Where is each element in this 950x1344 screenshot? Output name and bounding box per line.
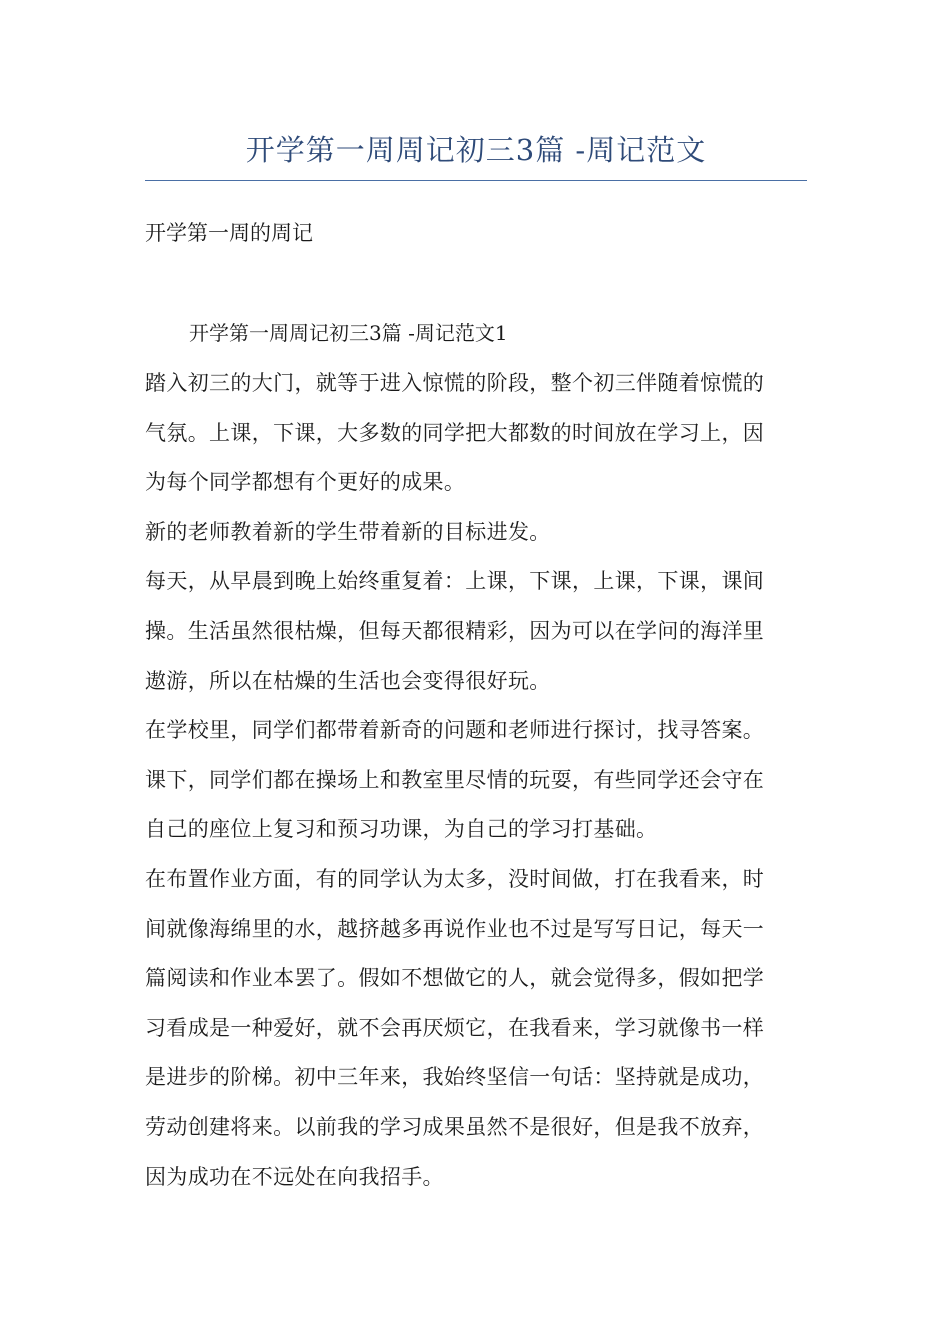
body-line: 篇阅读和作业本罢了。假如不想做它的人，就会觉得多，假如把学	[145, 966, 765, 991]
body-line: 习看成是一种爱好，就不会再厌烦它，在我看来，学习就像书一样	[145, 1015, 765, 1040]
body-line: 因为成功在不远处在向我招手。	[145, 1164, 444, 1189]
body-line: 间就像海绵里的水，越挤越多再说作业也不过是写写日记，每天一	[145, 916, 765, 941]
document-subtitle: 开学第一周的周记	[145, 221, 313, 245]
body-line: 踏入初三的大门，就等于进入惊慌的阶段，整个初三伴随着惊慌的	[145, 371, 765, 395]
body-line: 在布置作业方面，有的同学认为太多，没时间做，打在我看来，时	[145, 866, 765, 891]
body-line: 气氛。上课，下课，大多数的同学把大都数的时间放在学习上，因	[145, 420, 765, 445]
body-line: 自己的座位上复习和预习功课，为自己的学习打基础。	[145, 817, 658, 842]
section-heading: 开学第一周周记初三3篇 -周记范文1	[189, 321, 508, 345]
body-line: 是进步的阶梯。初中三年来，我始终坚信一句话：坚持就是成功，	[145, 1065, 765, 1090]
body-text	[145, 359, 807, 1202]
body-line: 遨游，所以在枯燥的生活也会变得很好玩。	[145, 668, 551, 693]
body-line: 操。生活虽然很枯燥，但每天都很精彩，因为可以在学问的海洋里	[145, 618, 765, 643]
title-underline	[145, 180, 807, 181]
document-title: 开学第一周周记初三3篇 -周记范文	[245, 133, 707, 167]
body-line: 在学校里，同学们都带着新奇的问题和老师进行探讨，找寻答案。	[145, 718, 765, 743]
body-line: 劳动创建将来。以前我的学习成果虽然不是很好，但是我不放弃，	[145, 1114, 765, 1139]
body-line: 课下，同学们都在操场上和教室里尽情的玩耍，有些同学还会守在	[145, 767, 765, 792]
body-line: 新的老师教着新的学生带着新的目标进发。	[145, 519, 551, 544]
body-line: 每天，从早晨到晚上始终重复着：上课，下课，上课，下课，课间	[145, 569, 765, 594]
body-line: 为每个同学都想有个更好的成果。	[145, 470, 466, 495]
